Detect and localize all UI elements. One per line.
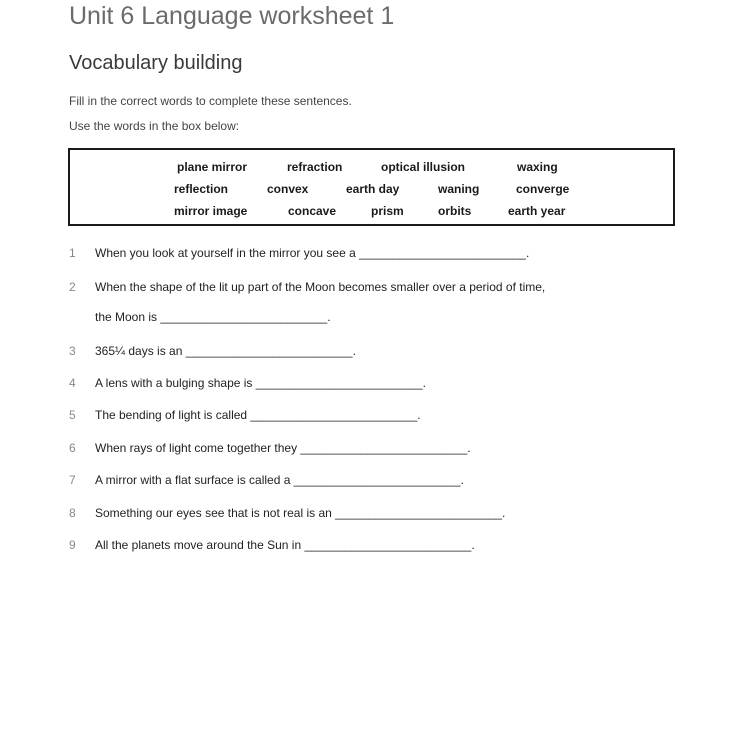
word-box-word: optical illusion xyxy=(381,160,466,174)
question-text: When rays of light come together they _________________________. xyxy=(95,441,471,455)
word-box-word: waxing xyxy=(517,160,558,174)
question-number: 4 xyxy=(69,376,76,390)
word-box-word: prism xyxy=(371,204,404,218)
question-text: A lens with a bulging shape is _________________________. xyxy=(95,376,426,390)
question-number: 8 xyxy=(69,506,76,520)
word-box-word: orbits xyxy=(438,204,472,218)
word-box-word: earth year xyxy=(508,204,566,218)
question-number: 2 xyxy=(69,280,76,294)
word-box-word: concave xyxy=(288,204,337,218)
question-text: the Moon is _________________________. xyxy=(95,310,331,324)
word-box-word: mirror image xyxy=(174,204,248,218)
worksheet-title: Unit 6 Language worksheet 1 xyxy=(69,2,395,30)
question-text: All the planets move around the Sun in _________________________. xyxy=(95,538,475,552)
question-number: 3 xyxy=(69,344,76,358)
question-text: The bending of light is called _________________________. xyxy=(95,408,421,422)
word-box-word: refraction xyxy=(287,160,343,174)
question-number: 7 xyxy=(69,473,76,487)
question-text: When the shape of the lit up part of the Moon becomes smaller over a period of time, xyxy=(95,280,546,294)
word-box-word: convex xyxy=(267,182,309,196)
question-number: 6 xyxy=(69,441,76,455)
question-text: A mirror with a flat surface is called a _________________________. xyxy=(95,473,464,487)
question-number: 5 xyxy=(69,408,76,422)
question-text: When you look at yourself in the mirror you see a _________________________. xyxy=(95,246,530,260)
instruction-line-2: Use the words in the box below: xyxy=(69,119,240,133)
word-box-word: plane mirror xyxy=(177,160,248,174)
question-number: 1 xyxy=(69,246,76,260)
word-box-word: converge xyxy=(516,182,570,196)
question-number: 9 xyxy=(69,538,76,552)
word-box-word: reflection xyxy=(174,182,229,196)
word-box-word: waning xyxy=(438,182,480,196)
question-text: 365¼ days is an _________________________. xyxy=(95,344,356,358)
word-box-word: earth day xyxy=(346,182,400,196)
section-heading: Vocabulary building xyxy=(69,52,243,74)
question-text: Something our eyes see that is not real is an _________________________. xyxy=(95,506,506,520)
instruction-line-1: Fill in the correct words to complete these sentences. xyxy=(69,94,352,108)
